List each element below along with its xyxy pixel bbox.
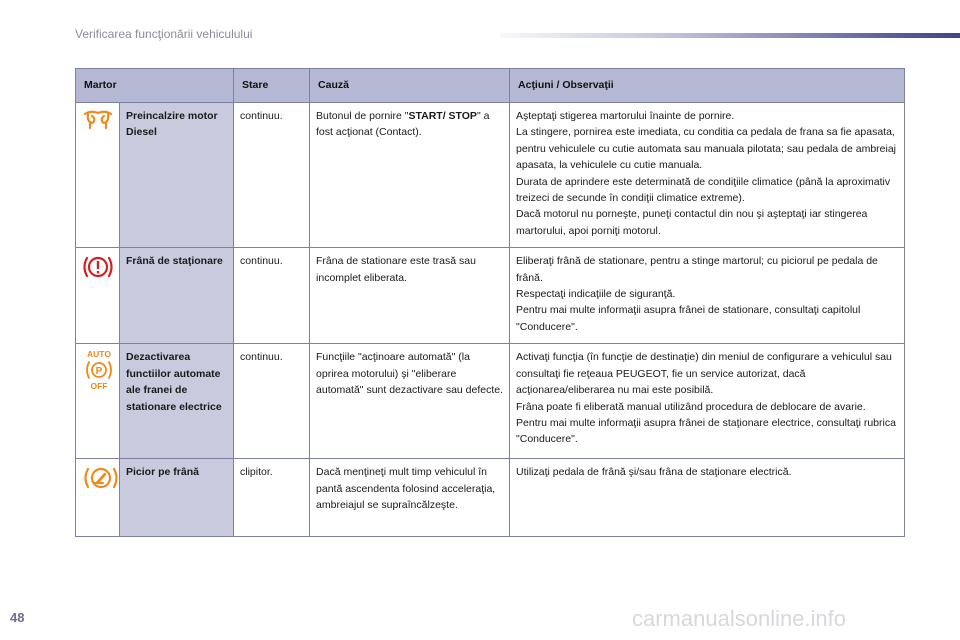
column-header-stare: Stare [234, 69, 310, 103]
warning-cause: Dacă menţineţi mult timp vehiculul în pantă ascendenta folosind acceleraţia, ambreiajul se supraîncălzeşte. [310, 459, 510, 537]
warning-cause: Frâna de stationare este trasă sau incomplet eliberata. [310, 248, 510, 344]
svg-text:AUTO: AUTO [87, 349, 111, 360]
warning-cause: Butonul de pornire "START/ STOP" a fost acţionat (Contact). [310, 103, 510, 248]
column-header-cauza: Cauză [310, 69, 510, 103]
warning-cause: Funcţiile "acţinoare automată" (la oprirea motorului) şi "eliberare automată" sunt dezactivare sau defecte. [310, 344, 510, 459]
warning-name: Preincalzire motor Diesel [120, 103, 234, 248]
watermark-text: carmanualsonline.info [632, 606, 847, 631]
column-header-actiuni: Acţiuni / Observaţii [510, 69, 905, 103]
svg-text:P: P [95, 366, 103, 378]
table-row [76, 103, 905, 248]
page-header: Verificarea funcţionării vehiculului [75, 27, 253, 41]
warning-state: continuu. [234, 103, 310, 248]
foot-on-brake-icon [82, 472, 120, 484]
table-header-row [76, 69, 905, 103]
column-header-martor: Martor [76, 69, 234, 103]
page-number: 48 [10, 610, 25, 625]
auto-p-off-icon [82, 349, 116, 392]
warning-actions: Aşteptaţi stigerea martorului înainte de pornire. La stingere, pornirea este imediata, cu conditia ca pedala de frana sa fie apasata, pentru vehiculele cu cutie automata sau manuala pilotata; sau pedala de ambreiaj apasata, la vehiculele cu cutie manuala. Durata de aprindere este determinată de condiţiile climatice (până la aproximativ treizeci de secunde în condiţii climatice extreme). Dacă motorul nu porneşte, puneţi contactul din nou şi aşteptaţi iar stingerea martorului, apoi porniţi motorul. [510, 103, 905, 248]
warning-actions: Eliberaţi frână de stationare, pentru a stinge martorul; cu piciorul pe pedala de frână. Respectaţi indicaţiile de siguranţă. Pentru mai multe informaţii asupra frânei de stationare, consultaţi capitolul "Conducere". [510, 248, 905, 344]
warning-lights-table [75, 68, 905, 537]
warning-state: continuu. [234, 248, 310, 344]
warning-name: Picior pe frână [120, 459, 234, 537]
table-row [76, 459, 905, 537]
parking-brake-icon [82, 261, 114, 273]
svg-text:OFF: OFF [90, 381, 108, 392]
warning-state: clipitor. [234, 459, 310, 537]
table-row [76, 344, 905, 459]
warning-name: Frână de staţionare [120, 248, 234, 344]
warning-name: Dezactivarea functiilor automate ale franei de stationare electrice [120, 344, 234, 459]
warning-actions: Activaţi funcţia (în funcţie de destinaţie) din meniul de configurare a vehiculul sau consultaţi fie reţeaua PEUGEOT, fie un service autorizat, dacă acţionarea/eliberarea nu mai este posibilă. Frâna poate fi eliberată manual utilizând procedura de deblocare de avarie. Pentru mai multe informaţii asupra frânei de staţionare electrice, consultaţi rubrica "Conducere". [510, 344, 905, 459]
table-row [76, 248, 905, 344]
warning-actions: Utilizaţi pedala de frână şi/sau frâna de staţionare electrică. [510, 459, 905, 537]
header-bar [500, 33, 960, 38]
diesel-preheat-icon [83, 113, 113, 125]
warning-state: continuu. [234, 344, 310, 459]
